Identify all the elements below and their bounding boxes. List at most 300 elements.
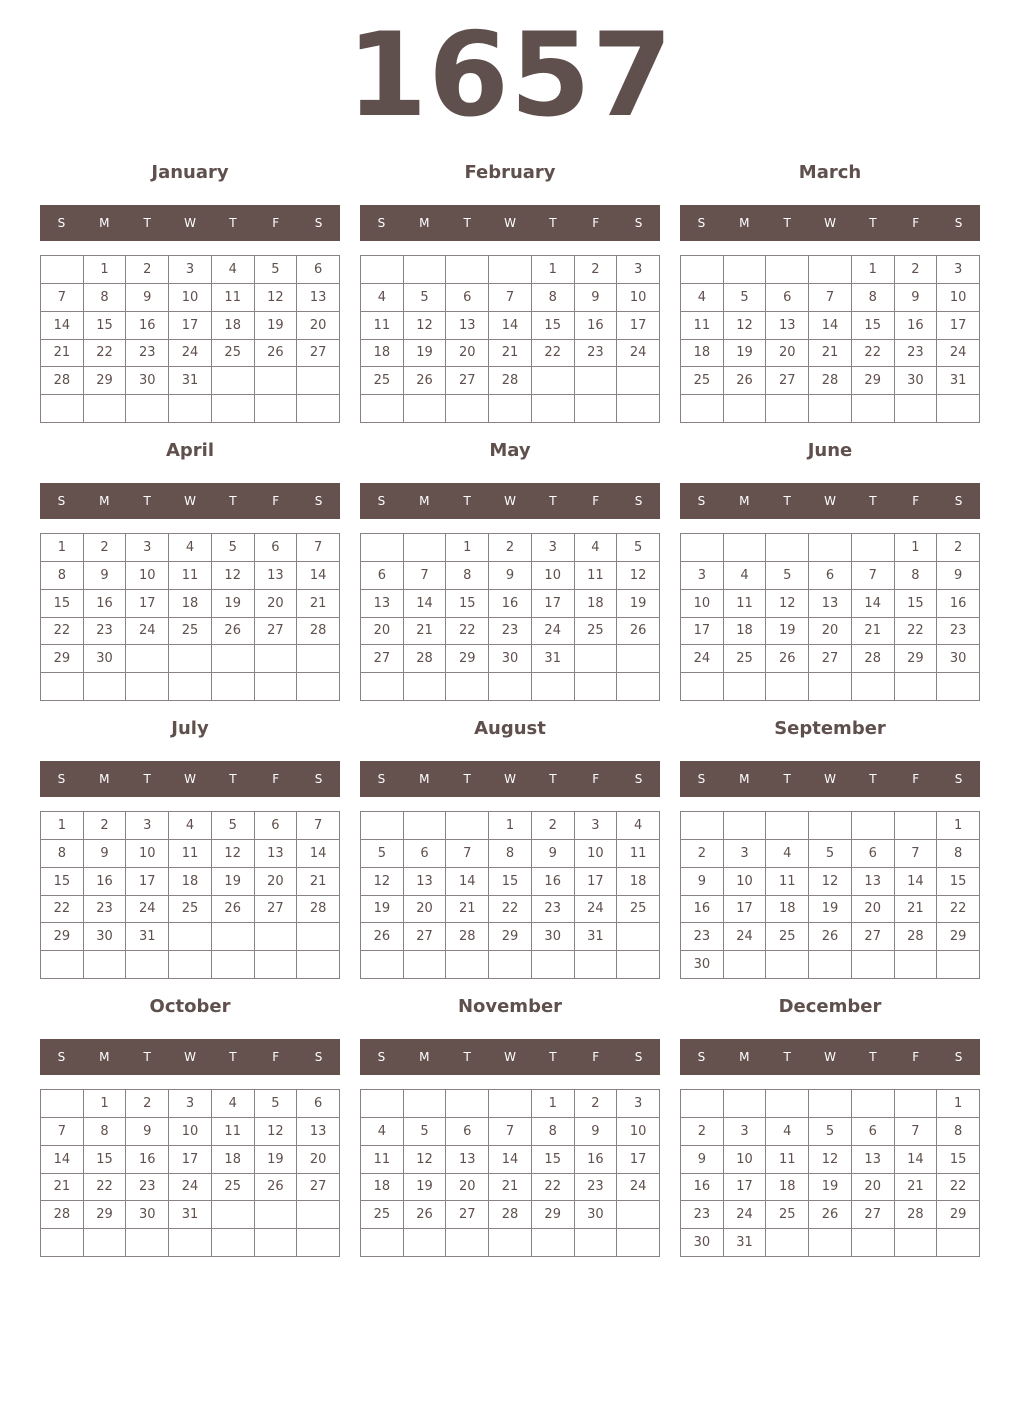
day-cell[interactable]: 28 bbox=[489, 1201, 532, 1229]
day-cell[interactable]: 17 bbox=[126, 590, 169, 618]
day-cell[interactable]: 12 bbox=[724, 312, 767, 340]
day-cell[interactable]: 15 bbox=[532, 312, 575, 340]
day-cell[interactable]: 21 bbox=[404, 618, 447, 646]
day-cell[interactable]: 22 bbox=[41, 618, 84, 646]
day-cell[interactable]: 13 bbox=[446, 312, 489, 340]
day-cell[interactable]: 9 bbox=[126, 284, 169, 312]
day-cell[interactable]: 28 bbox=[895, 1201, 938, 1229]
day-cell[interactable]: 29 bbox=[84, 1201, 127, 1229]
day-cell[interactable]: 16 bbox=[126, 312, 169, 340]
day-cell[interactable]: 27 bbox=[297, 340, 340, 368]
day-cell[interactable]: 6 bbox=[297, 256, 340, 284]
day-cell[interactable]: 22 bbox=[937, 896, 980, 924]
day-cell[interactable]: 10 bbox=[169, 284, 212, 312]
day-cell[interactable]: 5 bbox=[255, 1090, 298, 1118]
day-cell[interactable]: 28 bbox=[404, 645, 447, 673]
day-cell[interactable]: 25 bbox=[575, 618, 618, 646]
day-cell[interactable]: 20 bbox=[255, 868, 298, 896]
day-cell[interactable]: 14 bbox=[809, 312, 852, 340]
day-cell[interactable]: 9 bbox=[489, 562, 532, 590]
day-cell[interactable]: 10 bbox=[617, 1118, 660, 1146]
day-cell[interactable]: 10 bbox=[532, 562, 575, 590]
day-cell[interactable]: 1 bbox=[489, 812, 532, 840]
day-cell[interactable]: 21 bbox=[895, 896, 938, 924]
day-cell[interactable]: 27 bbox=[766, 367, 809, 395]
day-cell[interactable]: 30 bbox=[937, 645, 980, 673]
day-cell[interactable]: 25 bbox=[212, 1174, 255, 1202]
day-cell[interactable]: 21 bbox=[852, 618, 895, 646]
day-cell[interactable]: 11 bbox=[681, 312, 724, 340]
day-cell[interactable]: 5 bbox=[361, 840, 404, 868]
day-cell[interactable]: 24 bbox=[681, 645, 724, 673]
day-cell[interactable]: 4 bbox=[681, 284, 724, 312]
day-cell[interactable]: 18 bbox=[617, 868, 660, 896]
day-cell[interactable]: 22 bbox=[532, 340, 575, 368]
day-cell[interactable]: 3 bbox=[169, 1090, 212, 1118]
day-cell[interactable]: 4 bbox=[617, 812, 660, 840]
day-cell[interactable]: 2 bbox=[575, 1090, 618, 1118]
day-cell[interactable]: 7 bbox=[895, 840, 938, 868]
day-cell[interactable]: 28 bbox=[41, 1201, 84, 1229]
day-cell[interactable]: 22 bbox=[84, 1174, 127, 1202]
day-cell[interactable]: 15 bbox=[41, 590, 84, 618]
day-cell[interactable]: 24 bbox=[937, 340, 980, 368]
day-cell[interactable]: 13 bbox=[766, 312, 809, 340]
day-cell[interactable]: 6 bbox=[404, 840, 447, 868]
day-cell[interactable]: 12 bbox=[404, 312, 447, 340]
day-cell[interactable]: 16 bbox=[681, 896, 724, 924]
day-cell[interactable]: 2 bbox=[84, 812, 127, 840]
day-cell[interactable]: 10 bbox=[617, 284, 660, 312]
day-cell[interactable]: 19 bbox=[212, 868, 255, 896]
day-cell[interactable]: 12 bbox=[809, 1146, 852, 1174]
day-cell[interactable]: 17 bbox=[937, 312, 980, 340]
day-cell[interactable]: 3 bbox=[724, 840, 767, 868]
day-cell[interactable]: 11 bbox=[575, 562, 618, 590]
day-cell[interactable]: 2 bbox=[489, 534, 532, 562]
day-cell[interactable]: 15 bbox=[84, 1146, 127, 1174]
day-cell[interactable]: 17 bbox=[169, 312, 212, 340]
day-cell[interactable]: 1 bbox=[937, 1090, 980, 1118]
day-cell[interactable]: 20 bbox=[852, 1174, 895, 1202]
day-cell[interactable]: 10 bbox=[126, 840, 169, 868]
day-cell[interactable]: 25 bbox=[169, 896, 212, 924]
day-cell[interactable]: 3 bbox=[681, 562, 724, 590]
day-cell[interactable]: 13 bbox=[255, 840, 298, 868]
day-cell[interactable]: 24 bbox=[724, 1201, 767, 1229]
day-cell[interactable]: 28 bbox=[895, 923, 938, 951]
day-cell[interactable]: 4 bbox=[212, 256, 255, 284]
day-cell[interactable]: 21 bbox=[489, 1174, 532, 1202]
day-cell[interactable]: 24 bbox=[617, 340, 660, 368]
day-cell[interactable]: 2 bbox=[126, 1090, 169, 1118]
day-cell[interactable]: 25 bbox=[617, 896, 660, 924]
day-cell[interactable]: 11 bbox=[169, 562, 212, 590]
day-cell[interactable]: 21 bbox=[489, 340, 532, 368]
day-cell[interactable]: 29 bbox=[446, 645, 489, 673]
day-cell[interactable]: 20 bbox=[404, 896, 447, 924]
day-cell[interactable]: 23 bbox=[489, 618, 532, 646]
day-cell[interactable]: 5 bbox=[724, 284, 767, 312]
day-cell[interactable]: 16 bbox=[532, 868, 575, 896]
day-cell[interactable]: 19 bbox=[617, 590, 660, 618]
day-cell[interactable]: 22 bbox=[41, 896, 84, 924]
day-cell[interactable]: 4 bbox=[766, 840, 809, 868]
day-cell[interactable]: 23 bbox=[575, 1174, 618, 1202]
day-cell[interactable]: 5 bbox=[255, 256, 298, 284]
day-cell[interactable]: 19 bbox=[809, 896, 852, 924]
day-cell[interactable]: 5 bbox=[212, 534, 255, 562]
day-cell[interactable]: 20 bbox=[297, 1146, 340, 1174]
day-cell[interactable]: 5 bbox=[404, 1118, 447, 1146]
day-cell[interactable]: 11 bbox=[724, 590, 767, 618]
day-cell[interactable]: 28 bbox=[852, 645, 895, 673]
day-cell[interactable]: 6 bbox=[255, 534, 298, 562]
day-cell[interactable]: 27 bbox=[852, 1201, 895, 1229]
day-cell[interactable]: 1 bbox=[41, 812, 84, 840]
day-cell[interactable]: 23 bbox=[126, 1174, 169, 1202]
day-cell[interactable]: 30 bbox=[681, 1229, 724, 1257]
day-cell[interactable]: 6 bbox=[852, 1118, 895, 1146]
day-cell[interactable]: 1 bbox=[852, 256, 895, 284]
day-cell[interactable]: 15 bbox=[446, 590, 489, 618]
day-cell[interactable]: 21 bbox=[446, 896, 489, 924]
day-cell[interactable]: 31 bbox=[937, 367, 980, 395]
day-cell[interactable]: 30 bbox=[126, 367, 169, 395]
day-cell[interactable]: 4 bbox=[212, 1090, 255, 1118]
day-cell[interactable]: 13 bbox=[446, 1146, 489, 1174]
day-cell[interactable]: 22 bbox=[895, 618, 938, 646]
day-cell[interactable]: 4 bbox=[169, 534, 212, 562]
day-cell[interactable]: 18 bbox=[361, 340, 404, 368]
day-cell[interactable]: 27 bbox=[852, 923, 895, 951]
day-cell[interactable]: 22 bbox=[446, 618, 489, 646]
day-cell[interactable]: 18 bbox=[575, 590, 618, 618]
day-cell[interactable]: 21 bbox=[41, 1174, 84, 1202]
day-cell[interactable]: 9 bbox=[126, 1118, 169, 1146]
day-cell[interactable]: 16 bbox=[575, 312, 618, 340]
day-cell[interactable]: 29 bbox=[84, 367, 127, 395]
day-cell[interactable]: 11 bbox=[212, 1118, 255, 1146]
day-cell[interactable]: 9 bbox=[681, 868, 724, 896]
day-cell[interactable]: 18 bbox=[212, 312, 255, 340]
day-cell[interactable]: 1 bbox=[84, 256, 127, 284]
day-cell[interactable]: 7 bbox=[489, 284, 532, 312]
day-cell[interactable]: 6 bbox=[766, 284, 809, 312]
day-cell[interactable]: 13 bbox=[404, 868, 447, 896]
day-cell[interactable]: 25 bbox=[724, 645, 767, 673]
day-cell[interactable]: 17 bbox=[575, 868, 618, 896]
day-cell[interactable]: 7 bbox=[41, 1118, 84, 1146]
day-cell[interactable]: 30 bbox=[532, 923, 575, 951]
day-cell[interactable]: 21 bbox=[41, 340, 84, 368]
day-cell[interactable]: 28 bbox=[297, 618, 340, 646]
day-cell[interactable]: 1 bbox=[895, 534, 938, 562]
day-cell[interactable]: 30 bbox=[681, 951, 724, 979]
day-cell[interactable]: 13 bbox=[852, 868, 895, 896]
day-cell[interactable]: 20 bbox=[446, 1174, 489, 1202]
day-cell[interactable]: 14 bbox=[41, 1146, 84, 1174]
day-cell[interactable]: 18 bbox=[766, 896, 809, 924]
day-cell[interactable]: 2 bbox=[532, 812, 575, 840]
day-cell[interactable]: 5 bbox=[617, 534, 660, 562]
day-cell[interactable]: 13 bbox=[809, 590, 852, 618]
day-cell[interactable]: 18 bbox=[169, 590, 212, 618]
day-cell[interactable]: 16 bbox=[126, 1146, 169, 1174]
day-cell[interactable]: 13 bbox=[297, 1118, 340, 1146]
day-cell[interactable]: 4 bbox=[361, 1118, 404, 1146]
day-cell[interactable]: 26 bbox=[255, 1174, 298, 1202]
day-cell[interactable]: 15 bbox=[84, 312, 127, 340]
day-cell[interactable]: 8 bbox=[937, 840, 980, 868]
day-cell[interactable]: 8 bbox=[895, 562, 938, 590]
day-cell[interactable]: 15 bbox=[937, 868, 980, 896]
day-cell[interactable]: 13 bbox=[361, 590, 404, 618]
day-cell[interactable]: 2 bbox=[84, 534, 127, 562]
day-cell[interactable]: 24 bbox=[532, 618, 575, 646]
day-cell[interactable]: 2 bbox=[575, 256, 618, 284]
day-cell[interactable]: 13 bbox=[297, 284, 340, 312]
day-cell[interactable]: 9 bbox=[895, 284, 938, 312]
day-cell[interactable]: 6 bbox=[297, 1090, 340, 1118]
day-cell[interactable]: 26 bbox=[724, 367, 767, 395]
day-cell[interactable]: 23 bbox=[84, 618, 127, 646]
day-cell[interactable]: 14 bbox=[41, 312, 84, 340]
day-cell[interactable]: 6 bbox=[446, 284, 489, 312]
day-cell[interactable]: 21 bbox=[297, 590, 340, 618]
day-cell[interactable]: 17 bbox=[724, 896, 767, 924]
day-cell[interactable]: 7 bbox=[809, 284, 852, 312]
day-cell[interactable]: 25 bbox=[681, 367, 724, 395]
day-cell[interactable]: 8 bbox=[937, 1118, 980, 1146]
day-cell[interactable]: 3 bbox=[126, 812, 169, 840]
day-cell[interactable]: 5 bbox=[809, 840, 852, 868]
day-cell[interactable]: 9 bbox=[532, 840, 575, 868]
day-cell[interactable]: 12 bbox=[809, 868, 852, 896]
day-cell[interactable]: 8 bbox=[532, 1118, 575, 1146]
day-cell[interactable]: 17 bbox=[169, 1146, 212, 1174]
day-cell[interactable]: 31 bbox=[724, 1229, 767, 1257]
day-cell[interactable]: 26 bbox=[212, 618, 255, 646]
day-cell[interactable]: 9 bbox=[575, 1118, 618, 1146]
day-cell[interactable]: 20 bbox=[446, 340, 489, 368]
day-cell[interactable]: 24 bbox=[575, 896, 618, 924]
day-cell[interactable]: 4 bbox=[724, 562, 767, 590]
day-cell[interactable]: 27 bbox=[361, 645, 404, 673]
day-cell[interactable]: 6 bbox=[809, 562, 852, 590]
day-cell[interactable]: 7 bbox=[446, 840, 489, 868]
day-cell[interactable]: 29 bbox=[41, 645, 84, 673]
day-cell[interactable]: 8 bbox=[84, 284, 127, 312]
day-cell[interactable]: 2 bbox=[126, 256, 169, 284]
day-cell[interactable]: 29 bbox=[852, 367, 895, 395]
day-cell[interactable]: 31 bbox=[169, 1201, 212, 1229]
day-cell[interactable]: 29 bbox=[532, 1201, 575, 1229]
day-cell[interactable]: 30 bbox=[489, 645, 532, 673]
day-cell[interactable]: 16 bbox=[489, 590, 532, 618]
day-cell[interactable]: 1 bbox=[937, 812, 980, 840]
day-cell[interactable]: 19 bbox=[724, 340, 767, 368]
day-cell[interactable]: 4 bbox=[169, 812, 212, 840]
day-cell[interactable]: 9 bbox=[84, 840, 127, 868]
day-cell[interactable]: 4 bbox=[361, 284, 404, 312]
day-cell[interactable]: 10 bbox=[724, 868, 767, 896]
day-cell[interactable]: 15 bbox=[41, 868, 84, 896]
day-cell[interactable]: 7 bbox=[404, 562, 447, 590]
day-cell[interactable]: 7 bbox=[297, 534, 340, 562]
day-cell[interactable]: 11 bbox=[361, 312, 404, 340]
day-cell[interactable]: 14 bbox=[297, 840, 340, 868]
day-cell[interactable]: 30 bbox=[84, 923, 127, 951]
day-cell[interactable]: 30 bbox=[575, 1201, 618, 1229]
day-cell[interactable]: 15 bbox=[852, 312, 895, 340]
day-cell[interactable]: 22 bbox=[937, 1174, 980, 1202]
day-cell[interactable]: 27 bbox=[255, 896, 298, 924]
day-cell[interactable]: 19 bbox=[766, 618, 809, 646]
day-cell[interactable]: 19 bbox=[404, 1174, 447, 1202]
day-cell[interactable]: 30 bbox=[126, 1201, 169, 1229]
day-cell[interactable]: 16 bbox=[895, 312, 938, 340]
day-cell[interactable]: 14 bbox=[895, 868, 938, 896]
day-cell[interactable]: 26 bbox=[255, 340, 298, 368]
day-cell[interactable]: 11 bbox=[169, 840, 212, 868]
day-cell[interactable]: 9 bbox=[84, 562, 127, 590]
day-cell[interactable]: 26 bbox=[361, 923, 404, 951]
day-cell[interactable]: 18 bbox=[361, 1174, 404, 1202]
day-cell[interactable]: 10 bbox=[681, 590, 724, 618]
day-cell[interactable]: 7 bbox=[489, 1118, 532, 1146]
day-cell[interactable]: 25 bbox=[361, 367, 404, 395]
day-cell[interactable]: 3 bbox=[724, 1118, 767, 1146]
day-cell[interactable]: 1 bbox=[446, 534, 489, 562]
day-cell[interactable]: 2 bbox=[681, 1118, 724, 1146]
day-cell[interactable]: 28 bbox=[446, 923, 489, 951]
day-cell[interactable]: 20 bbox=[297, 312, 340, 340]
day-cell[interactable]: 17 bbox=[617, 1146, 660, 1174]
day-cell[interactable]: 10 bbox=[937, 284, 980, 312]
day-cell[interactable]: 5 bbox=[766, 562, 809, 590]
day-cell[interactable]: 23 bbox=[681, 1201, 724, 1229]
day-cell[interactable]: 7 bbox=[297, 812, 340, 840]
day-cell[interactable]: 15 bbox=[489, 868, 532, 896]
day-cell[interactable]: 12 bbox=[617, 562, 660, 590]
day-cell[interactable]: 19 bbox=[212, 590, 255, 618]
day-cell[interactable]: 14 bbox=[297, 562, 340, 590]
day-cell[interactable]: 2 bbox=[895, 256, 938, 284]
day-cell[interactable]: 13 bbox=[255, 562, 298, 590]
day-cell[interactable]: 7 bbox=[41, 284, 84, 312]
day-cell[interactable]: 16 bbox=[575, 1146, 618, 1174]
day-cell[interactable]: 3 bbox=[617, 1090, 660, 1118]
day-cell[interactable]: 6 bbox=[446, 1118, 489, 1146]
day-cell[interactable]: 27 bbox=[404, 923, 447, 951]
day-cell[interactable]: 11 bbox=[766, 1146, 809, 1174]
day-cell[interactable]: 11 bbox=[766, 868, 809, 896]
day-cell[interactable]: 24 bbox=[724, 923, 767, 951]
day-cell[interactable]: 19 bbox=[809, 1174, 852, 1202]
day-cell[interactable]: 22 bbox=[84, 340, 127, 368]
day-cell[interactable]: 4 bbox=[575, 534, 618, 562]
day-cell[interactable]: 6 bbox=[361, 562, 404, 590]
day-cell[interactable]: 10 bbox=[575, 840, 618, 868]
day-cell[interactable]: 14 bbox=[489, 1146, 532, 1174]
day-cell[interactable]: 19 bbox=[404, 340, 447, 368]
day-cell[interactable]: 23 bbox=[681, 923, 724, 951]
day-cell[interactable]: 3 bbox=[575, 812, 618, 840]
day-cell[interactable]: 12 bbox=[212, 840, 255, 868]
day-cell[interactable]: 26 bbox=[404, 1201, 447, 1229]
day-cell[interactable]: 11 bbox=[212, 284, 255, 312]
day-cell[interactable]: 21 bbox=[895, 1174, 938, 1202]
day-cell[interactable]: 27 bbox=[809, 645, 852, 673]
day-cell[interactable]: 23 bbox=[575, 340, 618, 368]
day-cell[interactable]: 14 bbox=[852, 590, 895, 618]
day-cell[interactable]: 27 bbox=[446, 1201, 489, 1229]
day-cell[interactable]: 15 bbox=[895, 590, 938, 618]
day-cell[interactable]: 1 bbox=[532, 1090, 575, 1118]
day-cell[interactable]: 3 bbox=[126, 534, 169, 562]
day-cell[interactable]: 20 bbox=[255, 590, 298, 618]
day-cell[interactable]: 22 bbox=[532, 1174, 575, 1202]
day-cell[interactable]: 29 bbox=[41, 923, 84, 951]
day-cell[interactable]: 24 bbox=[126, 896, 169, 924]
day-cell[interactable]: 6 bbox=[852, 840, 895, 868]
day-cell[interactable]: 28 bbox=[809, 367, 852, 395]
day-cell[interactable]: 29 bbox=[489, 923, 532, 951]
day-cell[interactable]: 12 bbox=[766, 590, 809, 618]
day-cell[interactable]: 26 bbox=[809, 923, 852, 951]
day-cell[interactable]: 8 bbox=[532, 284, 575, 312]
day-cell[interactable]: 24 bbox=[617, 1174, 660, 1202]
day-cell[interactable]: 23 bbox=[937, 618, 980, 646]
day-cell[interactable]: 12 bbox=[255, 284, 298, 312]
day-cell[interactable]: 19 bbox=[255, 1146, 298, 1174]
day-cell[interactable]: 20 bbox=[852, 896, 895, 924]
day-cell[interactable]: 15 bbox=[532, 1146, 575, 1174]
day-cell[interactable]: 16 bbox=[681, 1174, 724, 1202]
day-cell[interactable]: 8 bbox=[84, 1118, 127, 1146]
day-cell[interactable]: 12 bbox=[212, 562, 255, 590]
day-cell[interactable]: 7 bbox=[895, 1118, 938, 1146]
day-cell[interactable]: 25 bbox=[766, 923, 809, 951]
day-cell[interactable]: 17 bbox=[724, 1174, 767, 1202]
day-cell[interactable]: 19 bbox=[361, 896, 404, 924]
day-cell[interactable]: 31 bbox=[575, 923, 618, 951]
day-cell[interactable]: 14 bbox=[446, 868, 489, 896]
day-cell[interactable]: 27 bbox=[255, 618, 298, 646]
day-cell[interactable]: 12 bbox=[255, 1118, 298, 1146]
day-cell[interactable]: 8 bbox=[489, 840, 532, 868]
day-cell[interactable]: 1 bbox=[41, 534, 84, 562]
day-cell[interactable]: 30 bbox=[895, 367, 938, 395]
day-cell[interactable]: 18 bbox=[169, 868, 212, 896]
day-cell[interactable]: 18 bbox=[212, 1146, 255, 1174]
day-cell[interactable]: 16 bbox=[84, 590, 127, 618]
day-cell[interactable]: 28 bbox=[297, 896, 340, 924]
day-cell[interactable]: 28 bbox=[41, 367, 84, 395]
day-cell[interactable]: 30 bbox=[84, 645, 127, 673]
day-cell[interactable]: 5 bbox=[404, 284, 447, 312]
day-cell[interactable]: 8 bbox=[41, 840, 84, 868]
day-cell[interactable]: 15 bbox=[937, 1146, 980, 1174]
day-cell[interactable]: 27 bbox=[446, 367, 489, 395]
day-cell[interactable]: 26 bbox=[212, 896, 255, 924]
day-cell[interactable]: 4 bbox=[766, 1118, 809, 1146]
day-cell[interactable]: 8 bbox=[446, 562, 489, 590]
day-cell[interactable]: 20 bbox=[361, 618, 404, 646]
day-cell[interactable]: 23 bbox=[84, 896, 127, 924]
day-cell[interactable]: 25 bbox=[169, 618, 212, 646]
